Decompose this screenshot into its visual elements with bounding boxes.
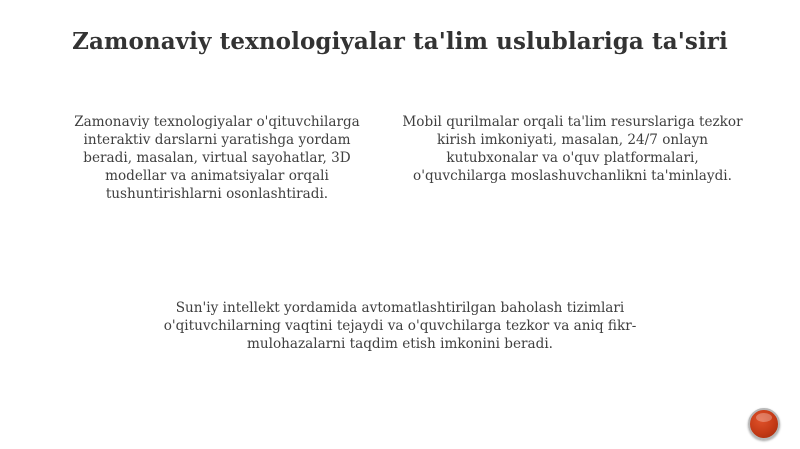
next-slide-button[interactable] — [748, 408, 780, 440]
paragraph-mobile-access: Mobil qurilmalar orqali ta'lim resurslariga tezkor kirish imkoniyati, masalan, 24/7 onlayn kutubxonalar va o'quv platformalari, o'quvchilarga moslashuvchanlikni ta'minlaydi. — [402, 114, 743, 184]
paragraph-ai-assessment: Sun'iy intellekt yordamida avtomatlashtirilgan baholash tizimlari o'qituvchilarning vaqtini tejaydi va o'quvchilarga tezkor va aniq fikr-mulohazalarni taqdim etish imkonini beradi. — [163, 300, 637, 352]
red-circle-button-icon — [756, 413, 772, 422]
paragraph-interactive-lessons: Zamonaviy texnologiyalar o'qituvchilarga interaktiv darslarni yaratishga yordam beradi, masalan, virtual sayohatlar, 3D modellar va animatsiyalar orqali tushuntirishlarni osonlashtiradi. — [74, 114, 360, 202]
slide-title: Zamonaviy texnologiyalar ta'lim uslublariga ta'siri — [72, 28, 728, 55]
